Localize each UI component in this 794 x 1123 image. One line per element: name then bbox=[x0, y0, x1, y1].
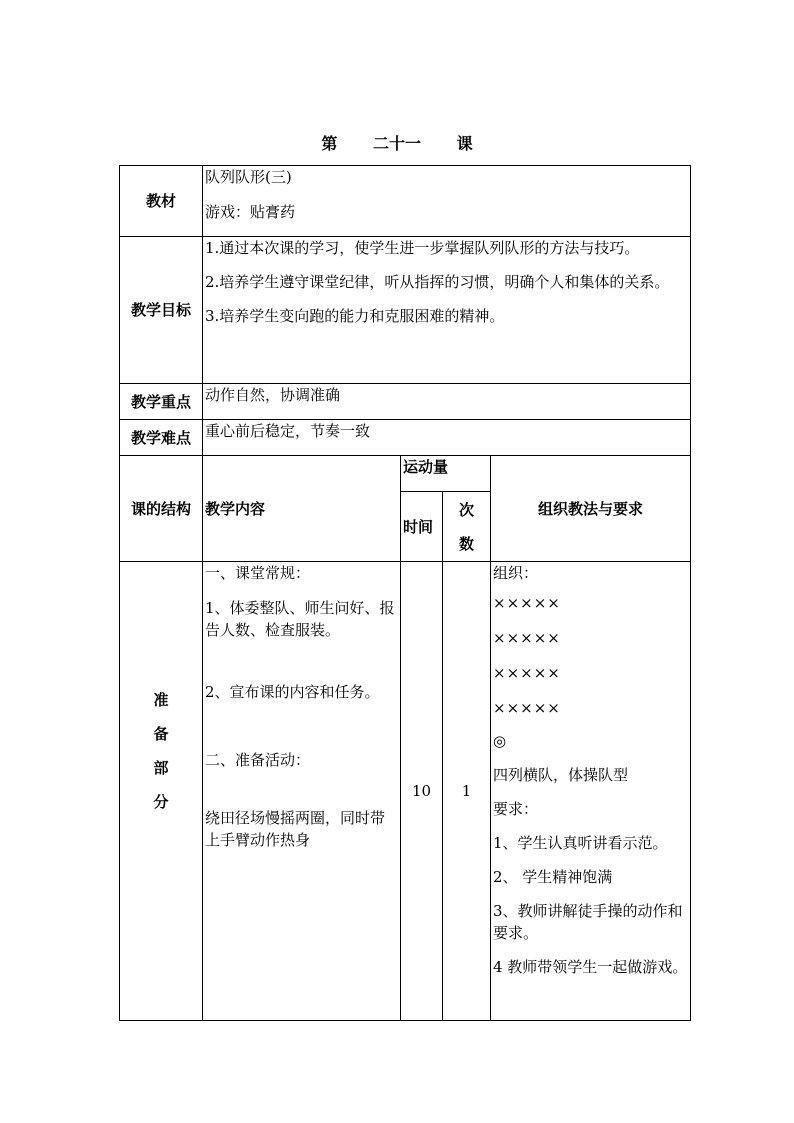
difficulty-text: 重心前后稳定，节奏一致 bbox=[203, 420, 691, 456]
goal-3: 3.培养学生变向跑的能力和克服困难的精神。 bbox=[205, 307, 505, 325]
header-count-bottom: 数 bbox=[458, 534, 474, 553]
header-count bbox=[443, 492, 491, 562]
material-line-1: 队列队形(三) bbox=[205, 168, 292, 186]
goal-1: 1.通过本次课的学习，使学生进一步掌握队列队形的方法与技巧。 bbox=[205, 239, 640, 257]
prep-char-3: 部 bbox=[153, 759, 169, 777]
formation-text: 四列横队，体操队型 bbox=[493, 766, 629, 784]
key-point-text: 动作自然，协调准确 bbox=[203, 384, 691, 420]
header-count-top: 次 bbox=[458, 500, 474, 519]
header-content: 教学内容 bbox=[203, 456, 401, 562]
prep-method-cell bbox=[491, 562, 691, 1021]
material-cell bbox=[203, 166, 691, 237]
difficulty-label: 教学难点 bbox=[120, 420, 203, 456]
header-time: 时间 bbox=[401, 492, 443, 562]
header-method: 组织教法与要求 bbox=[491, 456, 691, 562]
prep-content-cell bbox=[203, 562, 401, 1021]
goal-2: 2.培养学生遵守课堂纪律，听从指挥的习惯，明确个人和集体的关系。 bbox=[205, 273, 670, 291]
row-material bbox=[120, 166, 691, 237]
prep-section-label bbox=[122, 683, 200, 819]
title-part-1: 第 bbox=[321, 134, 338, 153]
header-structure: 课的结构 bbox=[120, 456, 203, 562]
prep-count: 1 bbox=[443, 562, 491, 1021]
prep-content-5: 绕田径场慢摇两圈，同时带上手臂动作热身 bbox=[205, 809, 386, 849]
row-header-top bbox=[120, 456, 691, 492]
prep-content-4: 二、准备活动： bbox=[205, 751, 311, 769]
goals-label: 教学目标 bbox=[120, 237, 203, 384]
prep-content-3: 2、宣布课的内容和任务。 bbox=[205, 683, 380, 701]
title-part-2: 二十一 bbox=[372, 134, 421, 153]
row-key-point bbox=[120, 384, 691, 420]
formation-row-1: ××××× bbox=[493, 594, 561, 612]
req-4: 4 教师带领学生一起做游戏。 bbox=[493, 958, 688, 976]
prep-char-4: 分 bbox=[153, 793, 169, 811]
prep-content-2: 1、体委整队、师生问好、报告人数、检查服装。 bbox=[205, 599, 395, 639]
formation-row-4: ××××× bbox=[493, 699, 561, 717]
prep-content-1: 一、课堂常规： bbox=[205, 564, 311, 582]
row-difficulty bbox=[120, 420, 691, 456]
req-label: 要求： bbox=[493, 800, 539, 818]
formation-row-2: ××××× bbox=[493, 629, 561, 647]
req-3: 3、教师讲解徒手操的动作和要求。 bbox=[493, 902, 683, 942]
prep-section-cell bbox=[120, 562, 203, 1021]
key-point-label: 教学重点 bbox=[120, 384, 203, 420]
header-amount: 运动量 bbox=[401, 456, 491, 492]
formation-row-3: ××××× bbox=[493, 664, 561, 682]
row-goals bbox=[120, 237, 691, 384]
req-1: 1、学生认真听讲看示范。 bbox=[493, 834, 668, 852]
prep-char-1: 准 bbox=[153, 691, 169, 709]
org-label: 组织： bbox=[493, 564, 539, 582]
material-line-2: 游戏：贴膏药 bbox=[205, 203, 296, 221]
title-part-3: 课 bbox=[456, 134, 473, 153]
req-2: 2、 学生精神饱满 bbox=[493, 868, 613, 886]
lesson-title bbox=[0, 131, 794, 154]
goals-cell bbox=[203, 237, 691, 384]
material-label: 教材 bbox=[120, 166, 203, 237]
prep-char-2: 备 bbox=[153, 725, 169, 743]
lesson-plan-table bbox=[119, 165, 691, 1021]
row-preparation bbox=[120, 562, 691, 1021]
prep-time: 10 bbox=[401, 562, 443, 1021]
teacher-mark: ◎ bbox=[493, 732, 507, 750]
